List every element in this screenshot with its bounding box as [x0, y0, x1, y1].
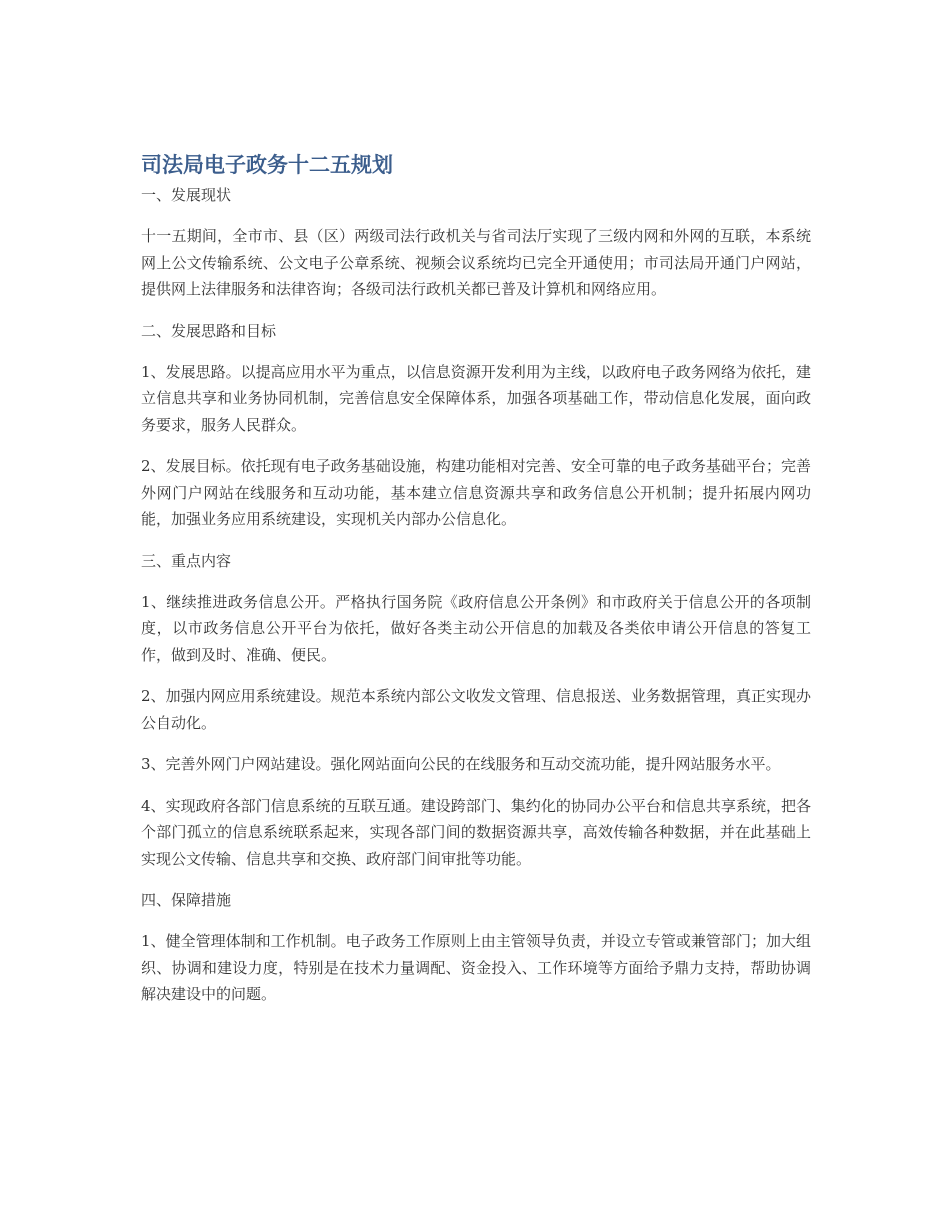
- section-heading: 四、保障措施: [141, 891, 232, 909]
- document-page: [141, 150, 811, 1008]
- document-title: 司法局电子政务十二五规划: [141, 153, 393, 177]
- section-heading: 三、重点内容: [141, 551, 232, 570]
- section-heading: 一、发展现状: [141, 186, 232, 204]
- paragraph: 十一五期间，全市市、县（区）两级司法行政机关与省司法厅实现了三级内网和外网的互联，本系统网上公文传输系统、公文电子公章系统、视频会议系统均已完全开通使用；市司法局开通门户网站，提供网上法律服务和法律咨询；各级司法行政机关都已普及计算机和网络应用。: [141, 227, 811, 298]
- paragraph: 2、加强内网应用系统建设。规范本系统内部公文收发文管理、信息报送、业务数据管理，真正实现办公自动化。: [141, 687, 811, 732]
- paragraph: 2、发展目标。依托现有电子政务基础设施，构建功能相对完善、安全可靠的电子政务基础平台；完善外网门户网站在线服务和互动功能，基本建立信息资源共享和政务信息公开机制；提升拓展内网功能，加强业务应用系统建设，实现机关内部办公信息化。: [141, 457, 811, 528]
- paragraph: 3、完善外网门户网站建设。强化网站面向公民的在线服务和互动交流功能，提升网站服务水平。: [141, 755, 781, 773]
- paragraph: 1、发展思路。以提高应用水平为重点，以信息资源开发利用为主线，以政府电子政务网络为依托，建立信息共享和业务协同机制，完善信息安全保障体系，加强各项基础工作，带动信息化发展，面向政务要求，服务人民群众。: [141, 362, 811, 434]
- paragraph: 4、实现政府各部门信息系统的互联互通。建设跨部门、集约化的协同办公平台和信息共享系统，把各个部门孤立的信息系统联系起来，实现各部门间的数据资源共享，高效传输各种数据，并在此基础上实现公文传输、信息共享和交换、政府部门间审批等功能。: [141, 796, 811, 868]
- section-heading: 二、发展思路和目标: [141, 321, 277, 340]
- paragraph: 1、健全管理体制和工作机制。电子政务工作原则上由主管领导负责，并设立专管或兼管部门；加大组织、协调和建设力度，特别是在技术力量调配、资金投入、工作环境等方面给予鼎力支持，帮助协调解决建设中的问题。: [141, 932, 811, 1003]
- paragraph: 1、继续推进政务信息公开。严格执行国务院《政府信息公开条例》和市政府关于信息公开的各项制度，以市政务信息公开平台为依托，做好各类主动公开信息的加载及各类依申请公开信息的答复工作，做到及时、准确、便民。: [141, 592, 811, 664]
